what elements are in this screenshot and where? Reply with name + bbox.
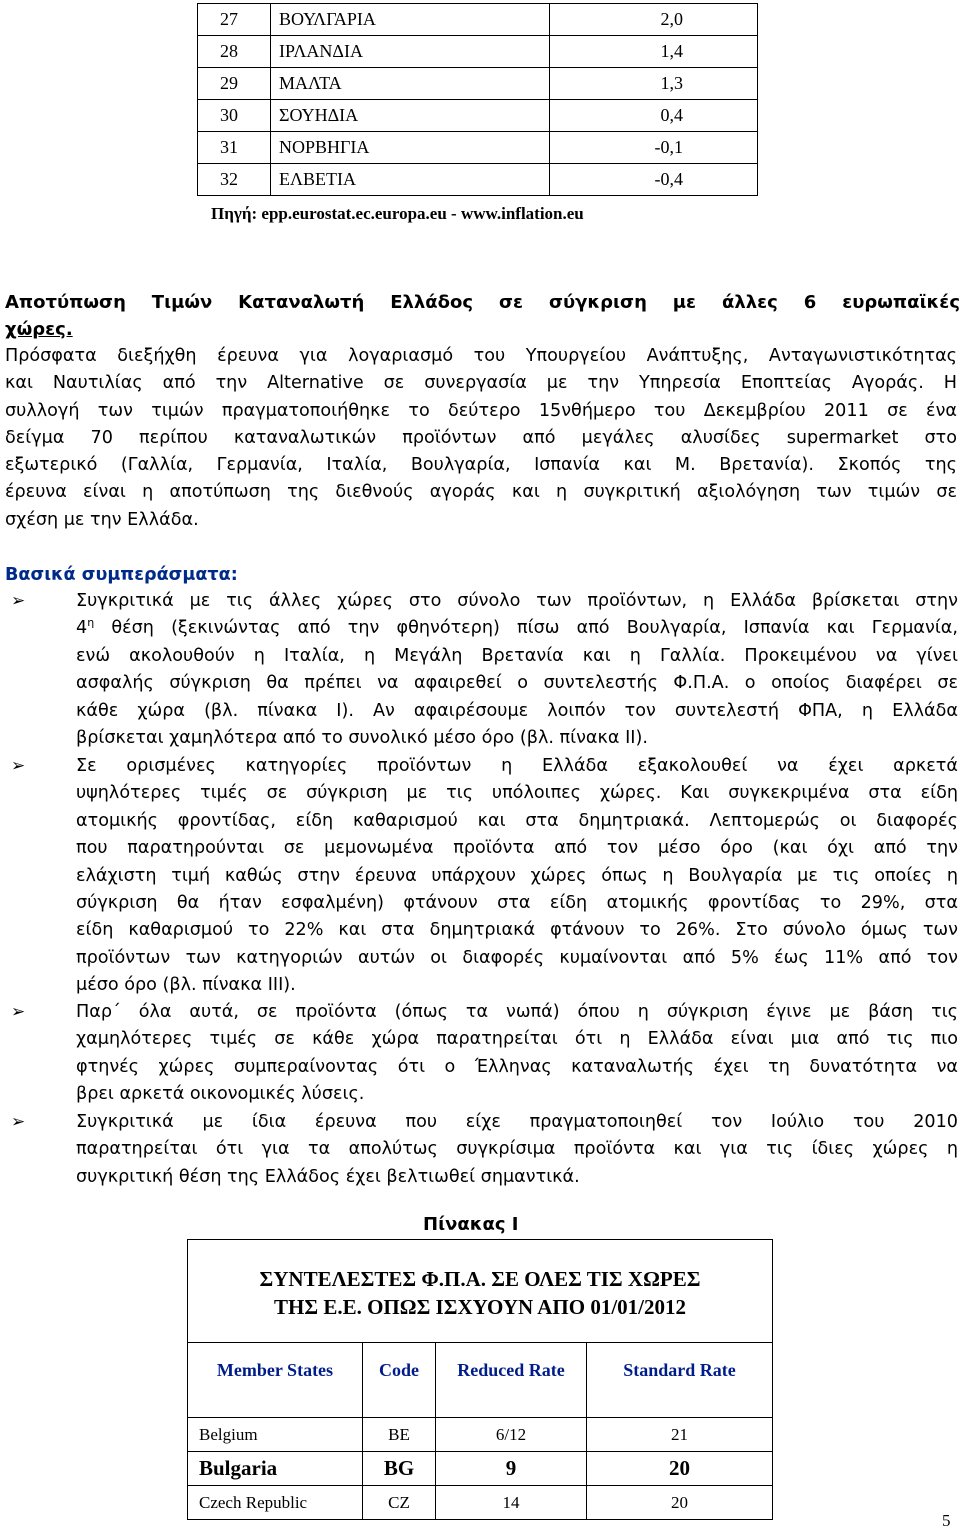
line-rest: θέση (ξεκινώντας από την φθηνότερη) πίσω από Βουλγαρία, Ισπανία και Γερμανία, <box>94 618 958 639</box>
value-cell: 1,4 <box>550 36 758 68</box>
spacer-row <box>188 1397 773 1418</box>
column-header: Standard Rate <box>587 1343 773 1398</box>
text-line: κάθε χώρα (βλ. πίνακα Ι). Αν αφαιρέσουμε λοιπόν τον συντελεστή ΦΠΑ, η Ελλάδα <box>76 700 958 721</box>
country-cell: ΒΟΥΛΓΑΡΙΑ <box>271 4 550 36</box>
table-header-row <box>188 1343 773 1398</box>
country-cell: ΜΑΛΤΑ <box>271 68 550 100</box>
arrow-bullet-icon: ➢ <box>11 1112 26 1132</box>
source-note: Πηγή: epp.eurostat.ec.europa.eu - www.inflation.eu <box>211 204 584 223</box>
table-title <box>188 1240 773 1343</box>
conclusions-title: Βασικά συμπεράσματα: <box>5 565 238 585</box>
bullet-item <box>5 588 957 752</box>
column-header: Reduced Rate <box>436 1343 587 1398</box>
text-line: Συγκριτικά με ίδια έρευνα που είχε πραγματοποιηθεί τον Ιούλιο του 2010 <box>76 1112 958 1132</box>
rank-cell: 30 <box>198 100 271 132</box>
heading-line: χώρες. <box>5 319 73 340</box>
heading-line: Αποτύπωση Τιμών Καταναλωτή Ελλάδος σε σύγκριση με άλλες 6 ευρωπαϊκές <box>5 292 960 313</box>
rank-cell: 29 <box>198 68 271 100</box>
value-cell: -0,1 <box>550 132 758 164</box>
member-state-cell: Czech Republic <box>188 1486 363 1520</box>
table-row <box>198 4 758 36</box>
column-header: Code <box>363 1343 436 1398</box>
country-cell: ΕΛΒΕΤΙΑ <box>271 164 550 196</box>
member-state-cell: Belgium <box>188 1418 363 1452</box>
text-line <box>76 615 958 642</box>
country-cell: ΣΟΥΗΔΙΑ <box>271 100 550 132</box>
table-row <box>198 164 758 196</box>
member-state-cell: Bulgaria <box>188 1452 363 1486</box>
value-cell: 1,3 <box>550 68 758 100</box>
standard-rate-cell: 20 <box>587 1486 773 1520</box>
table-row <box>188 1486 773 1520</box>
text-line: σύγκριση θα ήταν εσφαλμένη) φτάνουν στα είδη ατομικής φροντίδας το 29%, στα <box>76 893 958 914</box>
text-line: δείγμα 70 περίπου καταναλωτικών προϊόντων από μεγάλες αλυσίδες supermarket στο <box>5 427 957 448</box>
text-line: Παρ΄ όλα αυτά, σε προϊόντα (όπως τα νωπά) όπου η σύγκριση έγινε με βάση τις <box>76 1002 958 1022</box>
reduced-rate-cell: 6/12 <box>436 1418 587 1452</box>
text-line: Συγκριτικά με τις άλλες χώρες στο σύνολο των προϊόντων, η Ελλάδα βρίσκεται στην <box>76 591 958 611</box>
rank-cell: 28 <box>198 36 271 68</box>
text-line: υψηλότερες τιμές σε σύγκριση με τις υπόλοιπες χώρες. Και συγκεκριμένα στα είδη <box>76 783 958 804</box>
section-heading <box>5 289 960 343</box>
text-line: εξωτερικό (Γαλλία, Γερμανία, Ιταλία, Βουλγαρία, Ισπανία και Μ. Βρετανία). Σκοπός της <box>5 455 957 476</box>
text-line: σχέση με την Ελλάδα. <box>5 509 199 530</box>
inflation-ranking-table <box>197 3 758 196</box>
column-header: Member States <box>188 1343 363 1398</box>
text-line: ελάχιστη τιμή καθώς στην έρευνα υπάρχουν χώρες όπως η Βουλγαρία με τις οποίες η <box>76 865 958 886</box>
rank-cell: 32 <box>198 164 271 196</box>
arrow-bullet-icon: ➢ <box>11 756 26 776</box>
table-caption: Πίνακας Ι <box>423 1214 519 1235</box>
code-cell: BG <box>363 1452 436 1486</box>
spacer-cell <box>188 1397 363 1418</box>
spacer-cell <box>363 1397 436 1418</box>
text-line: είδη καθαρισμού το 22% και στα δημητριακά φτάνουν το 26%. Στο σύνολο όμως των <box>76 920 958 941</box>
spacer-cell <box>436 1397 587 1418</box>
arrow-bullet-icon: ➢ <box>11 591 26 611</box>
text-line: χαμηλότερες τιμές σε κάθε χώρα παρατηρείται ότι η Ελλάδα είναι μια από τις πιο <box>76 1029 958 1050</box>
text-line: συλλογή των τιμών πραγματοποιήθηκε το δεύτερο 15νθήμερο του Δεκεμβρίου 2011 σε ένα <box>5 400 957 421</box>
bullet-item <box>5 753 957 1000</box>
bullet-item <box>5 999 957 1109</box>
table-row <box>188 1452 773 1486</box>
page-number: 5 <box>942 1511 951 1530</box>
value-cell: 0,4 <box>550 100 758 132</box>
text-line: μέσο όρο (βλ. πίνακα ΙΙΙ). <box>76 975 296 996</box>
rank-cell: 27 <box>198 4 271 36</box>
country-cell: ΙΡΛΑΝΔΙΑ <box>271 36 550 68</box>
text-line: ατομικής φροντίδας, είδη καθαρισμού και στα δημητριακά. Λεπτομερώς οι διαφορές <box>76 810 958 831</box>
text-line: Σε ορισμένες κατηγορίες προϊόντων η Ελλάδα εξακολουθεί να έχει αρκετά <box>76 756 958 776</box>
text-line: φτηνές χώρες συμπεραίνοντας ότι ο Έλληνας καταναλωτής έχει τη δυνατότητα να <box>76 1056 958 1077</box>
table-row <box>188 1418 773 1452</box>
ordinal-suffix: η <box>87 616 95 630</box>
country-cell: ΝΟΡΒΗΓΙΑ <box>271 132 550 164</box>
rank-cell: 31 <box>198 132 271 164</box>
value-cell: 2,0 <box>550 4 758 36</box>
table-title-line: ΤΗΣ Ε.Ε. ΟΠΩΣ ΙΣΧΥΟΥΝ ΑΠΟ 01/01/2012 <box>274 1295 686 1319</box>
value-cell: -0,4 <box>550 164 758 196</box>
table-row <box>198 68 758 100</box>
reduced-rate-cell: 14 <box>436 1486 587 1520</box>
text-line: και Ναυτιλίας από την Alternative σε συνεργασία με την Υπηρεσία Εποπτείας Αγοράς. Η <box>5 373 957 394</box>
text-line: που παρατηρούνται σε μεμονωμένα προϊόντα από τον μέσο όρο (και όχι από την <box>76 838 958 859</box>
intro-paragraph <box>5 343 957 534</box>
arrow-bullet-icon: ➢ <box>11 1002 26 1022</box>
code-cell: BE <box>363 1418 436 1452</box>
reduced-rate-cell: 9 <box>436 1452 587 1486</box>
spacer-cell <box>587 1397 773 1418</box>
code-cell: CZ <box>363 1486 436 1520</box>
table-row <box>198 132 758 164</box>
standard-rate-cell: 21 <box>587 1418 773 1452</box>
bullet-item <box>5 1109 957 1191</box>
vat-rates-table <box>187 1239 773 1520</box>
table-row <box>198 36 758 68</box>
table-row <box>198 100 758 132</box>
text-line: συγκριτική θέση της Ελλάδος έχει βελτιωθεί σημαντικά. <box>76 1166 580 1187</box>
text-line: παρατηρείται ότι για τα απολύτως συγκρίσιμα προϊόντα και για τις ίδιες χώρες η <box>76 1139 958 1160</box>
standard-rate-cell: 20 <box>587 1452 773 1486</box>
text-line: βρει αρκετά οικονομικές λύσεις. <box>76 1084 365 1105</box>
text-line: έρευνα είναι η αποτύπωση της διεθνούς αγοράς και η συγκριτική αξιολόγηση των τιμών σε <box>5 482 957 503</box>
ordinal-number: 4 <box>76 618 88 639</box>
text-line: Πρόσφατα διεξήχθη έρευνα για λογαριασμό του Υπουργείου Ανάπτυξης, Ανταγωνιστικότητας <box>5 346 957 366</box>
text-line: βρίσκεται χαμηλότερα από το συνολικό μέσο όρο (βλ. πίνακα ΙΙ). <box>76 728 648 749</box>
table-title-line: ΣΥΝΤΕΛΕΣΤΕΣ Φ.Π.Α. ΣΕ ΟΛΕΣ ΤΙΣ ΧΩΡΕΣ <box>259 1267 701 1291</box>
text-line: ασφαλής σύγκριση θα πρέπει να αφαιρεθεί ο συντελεστής Φ.Π.Α. ο οποίος διαφέρει σε <box>76 673 958 694</box>
text-line: ενώ ακολουθούν η Ιταλία, η Μεγάλη Βρετανία και η Γαλλία. Προκειμένου να γίνει <box>76 645 958 666</box>
text-line: προϊόντων των κατηγοριών αυτών οι διαφορές κυμαίνονται από 5% έως 11% από τον <box>76 947 958 968</box>
